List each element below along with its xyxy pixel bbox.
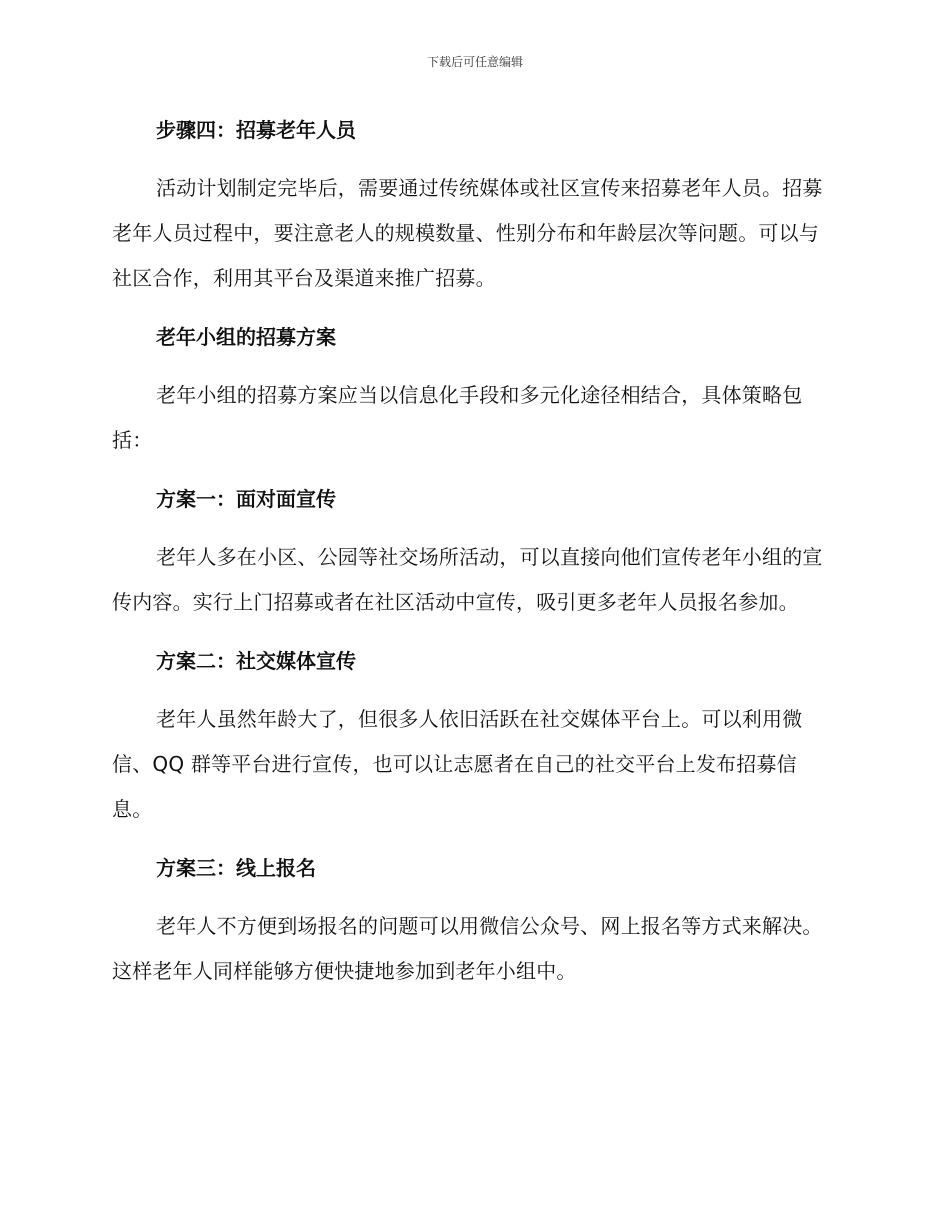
section-paragraph-plan-one: 老年人多在小区、公园等社交场所活动，可以直接向他们宣传老年小组的宣传内容。实行上门招募或者在社区活动中宣传，吸引更多老年人员报名参加。 (112, 545, 823, 614)
section-heading-plan-one: 方案一：面对面宣传 (156, 487, 336, 511)
section-heading-recruitment-plan: 老年小组的招募方案 (156, 325, 336, 349)
section-heading-step-four: 步骤四：招募老年人员 (156, 118, 356, 142)
section-paragraph-plan-three: 老年人不方便到场报名的问题可以用微信公众号、网上报名等方式来解决。这样老年人同样能够方便快捷地参加到老年小组中。 (112, 914, 823, 983)
section-paragraph-recruitment-plan: 老年小组的招募方案应当以信息化手段和多元化途径相结合，具体策略包括： (112, 383, 803, 452)
document-body (112, 108, 834, 1008)
section-heading-plan-two: 方案二：社交媒体宣传 (156, 649, 356, 673)
page-header: 下载后可任意编辑 (426, 55, 523, 69)
section-heading-plan-three: 方案三：线上报名 (156, 856, 316, 880)
section-paragraph-plan-two: 老年人虽然年龄大了，但很多人依旧活跃在社交媒体平台上。可以利用微信、QQ 群等平台进行宣传，也可以让志愿者在自己的社交平台上发布招募信息。 (112, 707, 803, 821)
section-paragraph-step-four: 活动计划制定完毕后，需要通过传统媒体或社区宣传来招募老年人员。招募老年人员过程中，要注意老人的规模数量、性别分布和年龄层次等问题。可以与社区合作，利用其平台及渠道来推广招募。 (112, 176, 823, 290)
